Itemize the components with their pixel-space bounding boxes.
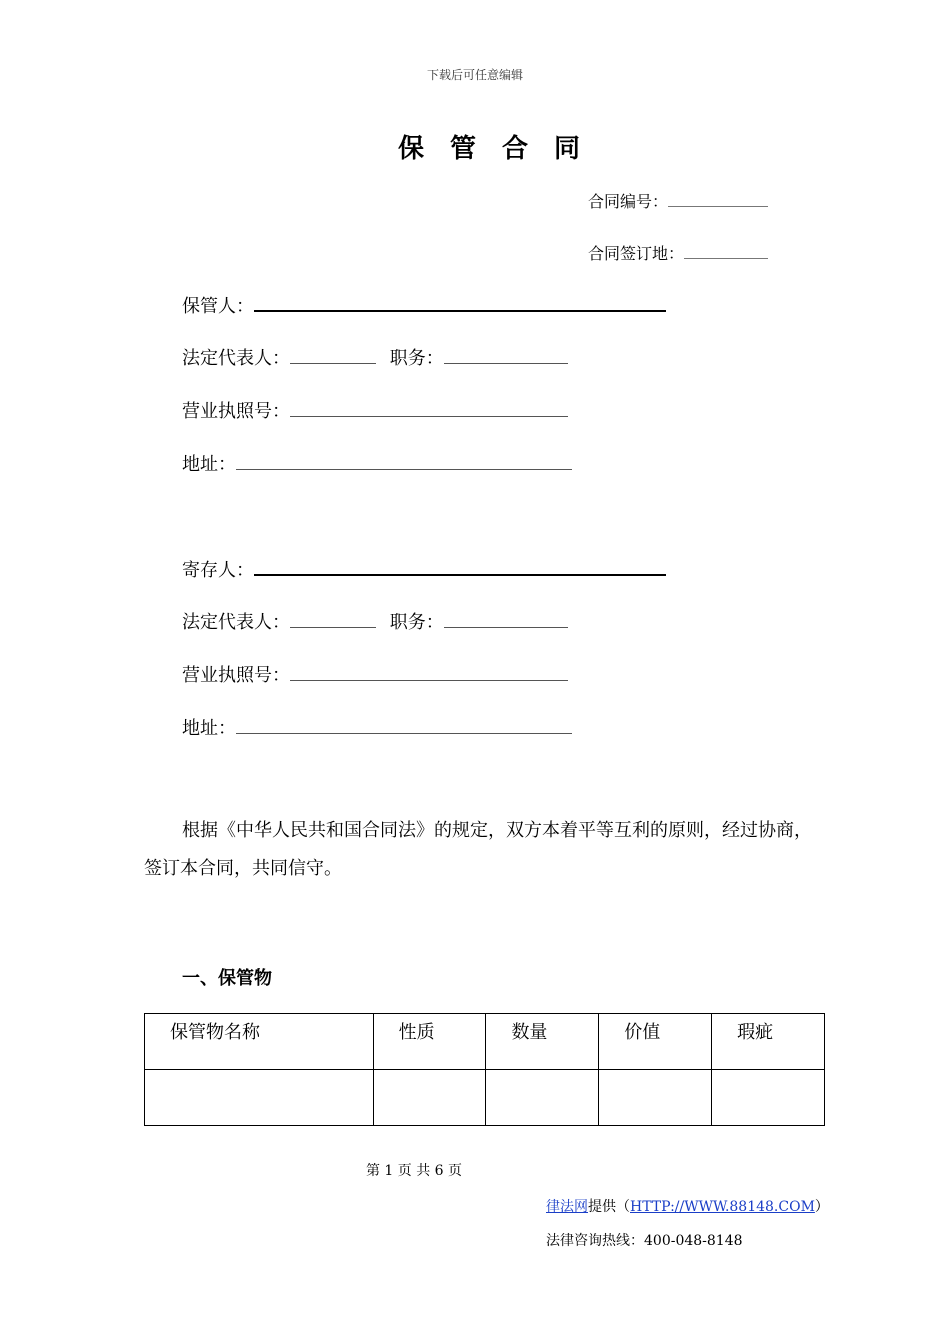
table-header-cell [599, 1014, 712, 1070]
header-nature: 性质 [398, 1022, 435, 1043]
custodian-legal-rep-row [182, 343, 568, 370]
custodian-license-row [182, 396, 568, 423]
depositor-address-row [182, 713, 572, 740]
table-cell[interactable] [145, 1070, 374, 1126]
provider-close: ） [814, 1199, 829, 1215]
depositor-legal-rep-row [182, 607, 568, 634]
header-quantity: 数量 [511, 1022, 548, 1043]
depositor-address-blank[interactable] [236, 713, 572, 734]
table-header-cell [486, 1014, 599, 1070]
custodian-address-row [182, 449, 572, 476]
sign-place-label: 合同签订地： [588, 244, 685, 263]
hotline-text: 法律咨询热线：400-048-8148 [546, 1233, 743, 1249]
contract-number-label: 合同编号： [588, 192, 669, 211]
custodian-license-label: 营业执照号： [182, 401, 290, 422]
custodian-position-label: 职务： [389, 348, 444, 369]
provider-url-link[interactable]: HTTP://WWW.88148.COM [630, 1199, 815, 1215]
custodian-legal-rep-label: 法定代表人： [182, 348, 290, 369]
provider-line [546, 1196, 829, 1216]
table-row [145, 1070, 825, 1126]
depositor-license-blank[interactable] [290, 660, 568, 681]
table-cell[interactable] [712, 1070, 825, 1126]
table-cell[interactable] [486, 1070, 599, 1126]
table-header-cell [145, 1014, 374, 1070]
table-header-row [145, 1014, 825, 1070]
items-table [144, 1013, 825, 1126]
provider-text: 提供（ [588, 1199, 630, 1215]
depositor-position-label: 职务： [389, 612, 444, 633]
depositor-license-row [182, 660, 568, 687]
header-item-name: 保管物名称 [170, 1022, 260, 1043]
custodian-name-label: 保管人： [182, 296, 254, 317]
depositor-license-label: 营业执照号： [182, 665, 290, 686]
preamble-text: 根据《中华人民共和国合同法》的规定，双方本着平等互利的原则，经过协商，签订本合同，共同信守。 [144, 820, 812, 879]
depositor-legal-rep-blank[interactable] [290, 607, 376, 628]
sign-place-row [588, 240, 768, 264]
header-value: 价值 [624, 1022, 661, 1043]
table-header-cell [373, 1014, 486, 1070]
depositor-name-row [182, 554, 666, 582]
custodian-name-blank[interactable] [254, 290, 666, 312]
depositor-position-blank[interactable] [444, 607, 568, 628]
depositor-legal-rep-label: 法定代表人： [182, 612, 290, 633]
provider-link[interactable]: 律法网 [546, 1199, 588, 1215]
table-cell[interactable] [373, 1070, 486, 1126]
contract-number-blank[interactable] [668, 188, 768, 207]
depositor-name-blank[interactable] [254, 554, 666, 576]
depositor-name-label: 寄存人： [182, 560, 254, 581]
custodian-address-blank[interactable] [236, 449, 572, 470]
contract-number-row [588, 188, 768, 212]
header-watermark: 下载后可任意编辑 [426, 68, 523, 82]
custodian-legal-rep-blank[interactable] [290, 343, 376, 364]
section-heading-items: 一、保管物 [182, 968, 272, 989]
custodian-license-blank[interactable] [290, 396, 568, 417]
page-number: 第 1 页 共 6 页 [365, 1163, 463, 1179]
table-header-cell [712, 1014, 825, 1070]
custodian-name-row [182, 290, 666, 318]
table-cell[interactable] [599, 1070, 712, 1126]
sign-place-blank[interactable] [684, 240, 768, 259]
custodian-address-label: 地址： [182, 454, 236, 475]
document-title: 保管合同 [397, 134, 606, 164]
header-defect: 瑕疵 [737, 1022, 774, 1043]
custodian-position-blank[interactable] [444, 343, 568, 364]
depositor-address-label: 地址： [182, 718, 236, 739]
preamble-paragraph [144, 812, 824, 888]
